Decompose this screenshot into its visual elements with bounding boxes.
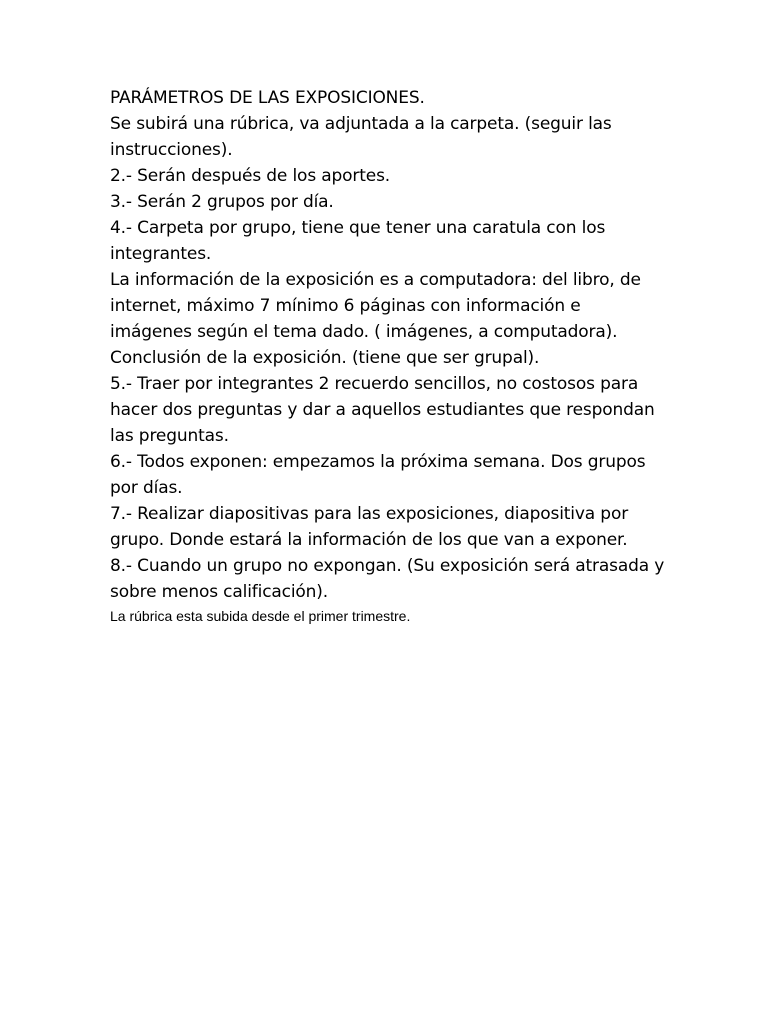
document-line: internet, máximo 7 mínimo 6 páginas con información e — [110, 296, 581, 316]
document-line: por días. — [110, 478, 183, 498]
document-page — [110, 85, 670, 625]
document-footer-note: La rúbrica esta subida desde el primer trimestre. — [110, 608, 411, 624]
document-line: grupo. Donde estará la información de los que van a exponer. — [110, 530, 628, 550]
document-line: integrantes. — [110, 244, 212, 264]
document-title: PARÁMETROS DE LAS EXPOSICIONES. — [110, 88, 425, 108]
document-line: 7.- Realizar diapositivas para las exposiciones, diapositiva por — [110, 504, 629, 524]
document-line: 6.- Todos exponen: empezamos la próxima semana. Dos grupos — [110, 452, 646, 472]
document-line: hacer dos preguntas y dar a aquellos estudiantes que respondan — [110, 400, 655, 420]
document-line: 4.- Carpeta por grupo, tiene que tener una caratula con los — [110, 218, 606, 238]
document-line: 8.- Cuando un grupo no expongan. (Su exposición será atrasada y — [110, 556, 665, 576]
document-line: La información de la exposición es a computadora: del libro, de — [110, 270, 641, 290]
document-line: 5.- Traer por integrantes 2 recuerdo sencillos, no costosos para — [110, 374, 639, 394]
document-line: instrucciones). — [110, 140, 233, 160]
document-line: Se subirá una rúbrica, va adjuntada a la carpeta. (seguir las — [110, 114, 612, 134]
document-line: imágenes según el tema dado. ( imágenes, a computadora). — [110, 322, 618, 342]
document-line: 2.- Serán después de los aportes. — [110, 166, 391, 186]
document-line: las preguntas. — [110, 426, 229, 446]
document-line: sobre menos calificación). — [110, 582, 329, 602]
document-line: 3.- Serán 2 grupos por día. — [110, 192, 334, 212]
document-line: Conclusión de la exposición. (tiene que ser grupal). — [110, 348, 540, 368]
